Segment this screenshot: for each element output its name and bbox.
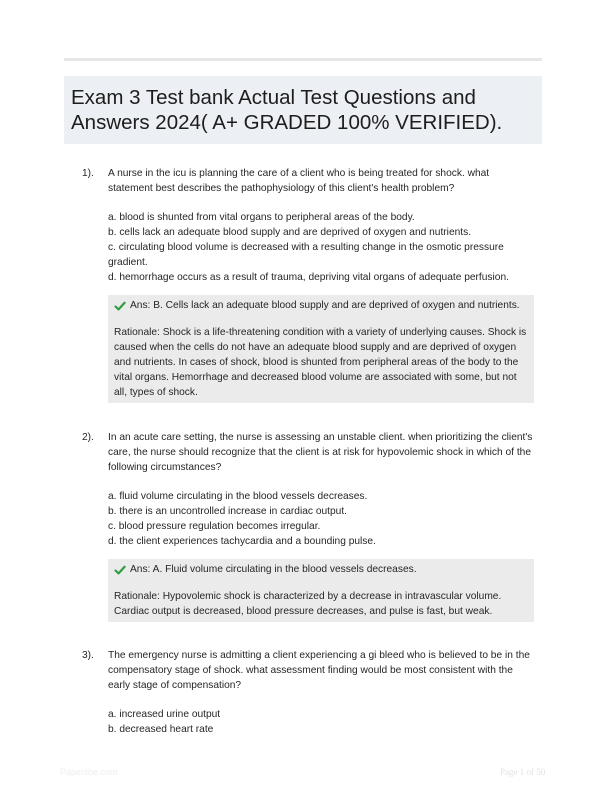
top-divider — [64, 58, 542, 61]
answer-text: Ans: A. Fluid volume circulating in the blood vessels decreases. — [130, 564, 417, 575]
option-d: d. the client experiences tachycardia and a bounding pulse. — [108, 536, 376, 547]
document-title: Exam 3 Test bank Actual Test Questions and Answers 2024( A+ GRADED 100% VERIFIED). — [71, 86, 503, 134]
footer-site-watermark: Paperlibe.com — [60, 767, 118, 777]
answer-box — [108, 559, 534, 622]
question-body — [108, 166, 536, 403]
footer-page-number: Page 1 of 50 — [500, 767, 546, 777]
question-body — [108, 430, 536, 622]
question-2 — [64, 430, 542, 622]
checkmark-icon — [114, 564, 126, 576]
question-3 — [64, 648, 542, 737]
option-c: c. blood pressure regulation becomes irregular. — [108, 521, 321, 532]
answer-box — [108, 295, 534, 403]
option-b: b. decreased heart rate — [108, 724, 214, 735]
option-b: b. cells lack an adequate blood supply and are deprived of oxygen and nutrients. — [108, 227, 472, 238]
question-body — [108, 648, 536, 737]
option-d: d. hemorrhage occurs as a result of trauma, depriving vital organs of adequate perfusion. — [108, 272, 509, 283]
title-banner — [64, 76, 542, 144]
options-list — [108, 707, 536, 737]
option-a: a. fluid volume circulating in the blood vessels decreases. — [108, 491, 368, 502]
rationale-text: Rationale: Hypovolemic shock is characterized by a decrease in intravascular volume. Cardiac output is decreased, blood pressure decreases, and pulse is fast, but weak. — [114, 591, 502, 617]
answer-line — [114, 561, 528, 578]
question-number: 3). — [82, 650, 94, 661]
checkmark-icon — [114, 300, 126, 312]
question-1 — [64, 166, 542, 403]
rationale-text: Rationale: Shock is a life-threatening condition with a variety of underlying causes. Shock is caused when the cells do not have an adequate blood supply and are deprived of oxygen and nutrients. In cases of shock, blood is shunted from peripheral areas of the body to the vital organs. Hemorrhage and decreased blood volume are associated with some, but not all, types of shock. — [114, 327, 527, 398]
option-a: a. increased urine output — [108, 709, 221, 720]
option-c: c. circulating blood volume is decreased with a resulting change in the osmotic pressure gradient. — [108, 242, 504, 268]
option-b: b. there is an uncontrolled increase in cardiac output. — [108, 506, 347, 517]
question-text: The emergency nurse is admitting a client experiencing a gi bleed who is believed to be in the compensatory stage of shock. what assessment finding would be most consistent with the early stage of compensation? — [108, 650, 530, 691]
question-text: A nurse in the icu is planning the care of a client who is being treated for shock. what statement best describes the pathophysiology of this client's health problem? — [108, 168, 490, 194]
options-list — [108, 210, 536, 285]
question-number: 2). — [82, 432, 94, 443]
answer-text: Ans: B. Cells lack an adequate blood supply and are deprived of oxygen and nutrients. — [130, 300, 520, 311]
answer-line — [114, 297, 528, 314]
question-number: 1). — [82, 168, 94, 179]
options-list — [108, 489, 536, 549]
question-text: In an acute care setting, the nurse is assessing an unstable client. when prioritizing the client's care, the nurse should recognize that the client is at risk for hypovolemic shock in which of the following circumstances? — [108, 432, 533, 473]
option-a: a. blood is shunted from vital organs to peripheral areas of the body. — [108, 212, 415, 223]
